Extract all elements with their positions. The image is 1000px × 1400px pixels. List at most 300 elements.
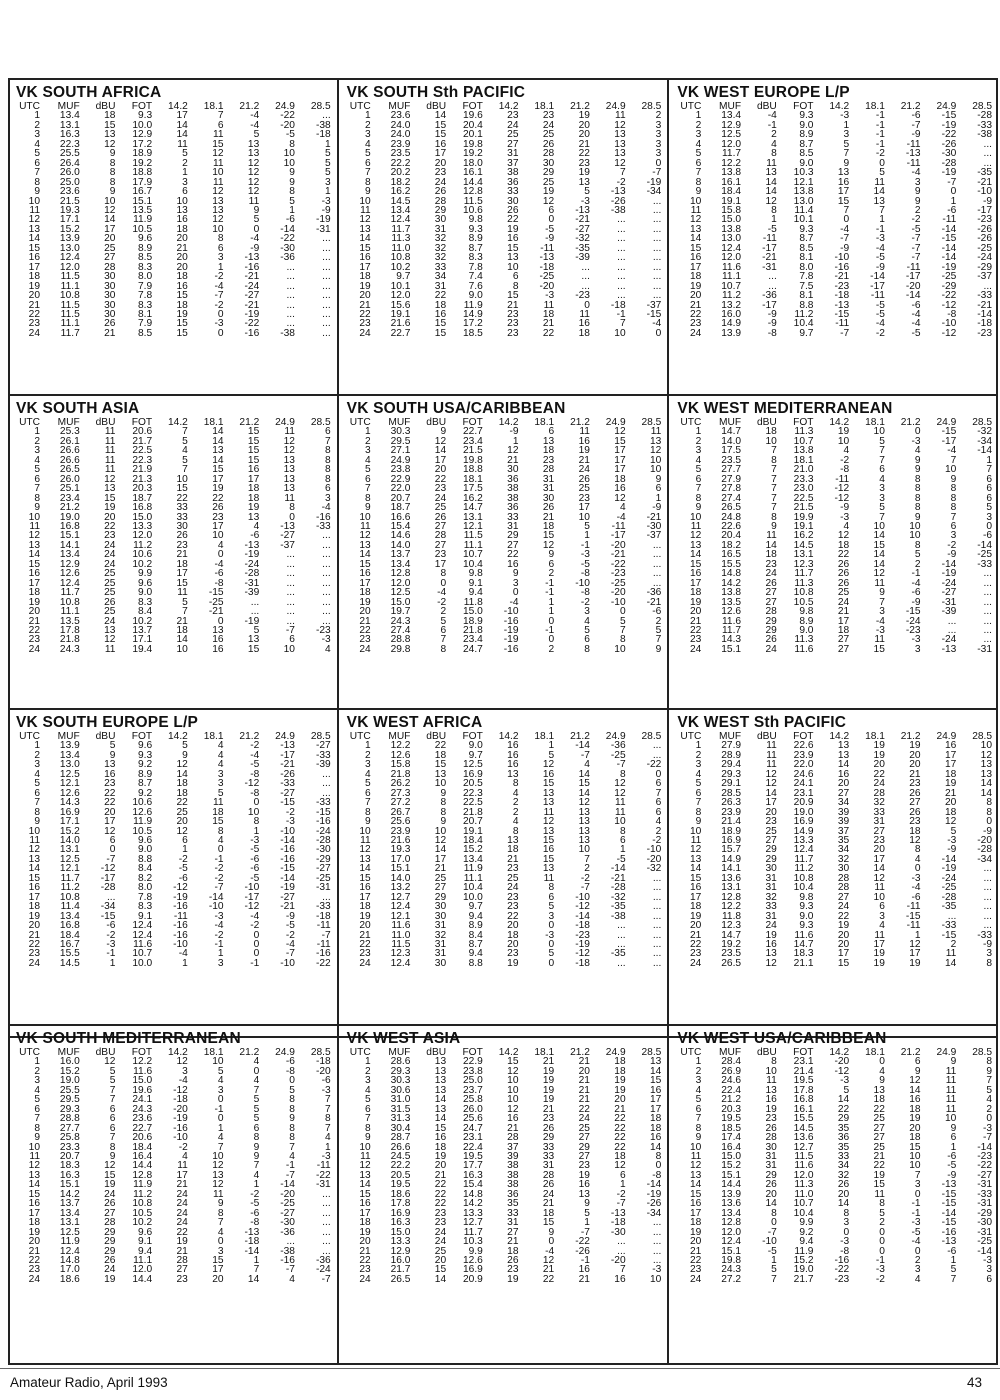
table-cell: -4	[545, 1245, 555, 1257]
table-cell: 3	[584, 606, 590, 618]
column-header: 24.9	[605, 101, 626, 112]
table-cell: 7	[771, 492, 777, 504]
table-cell: -14	[977, 1245, 993, 1257]
table-cell: 9.0	[799, 119, 814, 131]
table-cell: 5	[34, 148, 40, 160]
table-cell: 0	[986, 816, 993, 828]
table-cell: 20	[837, 938, 850, 950]
table-cell: ...	[652, 549, 662, 561]
table-cell: 12.6	[59, 787, 80, 799]
table-cell: 11.3	[391, 233, 411, 245]
table-cell: 7	[986, 464, 993, 476]
table-cell: -4	[947, 445, 957, 457]
table-cell: -5	[616, 853, 626, 865]
table-cell: -31	[315, 1179, 331, 1191]
table-cell: 14	[578, 768, 590, 780]
table-cell: 10.4	[462, 882, 483, 894]
table-cell: 12.2	[721, 901, 742, 913]
table-cell: 23	[434, 1217, 447, 1229]
table-cell: -6	[285, 1056, 295, 1068]
table-cell: 20.2	[390, 167, 411, 179]
table-cell: 12.0	[721, 138, 742, 150]
table-cell: 14.1	[721, 863, 742, 875]
table-cell: 12.5	[721, 129, 742, 141]
table-cell: -11	[316, 920, 331, 932]
table-cell: -7	[840, 327, 850, 339]
table-cell: 7.9	[137, 280, 153, 292]
table-cell: 4	[289, 1150, 295, 1162]
table-cell: 20	[765, 806, 777, 818]
table-cell: -10	[503, 606, 519, 618]
table-cell: 17	[873, 938, 885, 950]
table-cell: -6	[652, 606, 662, 618]
table-cell: 10	[283, 157, 295, 169]
table-cell: -25	[977, 242, 993, 254]
table-cell: 21.7	[390, 1264, 411, 1276]
table-cell: 12.4	[59, 1245, 80, 1257]
table-cell: 20	[837, 1188, 850, 1200]
table-cell: 19	[873, 749, 885, 761]
table-cell: 10	[283, 148, 295, 160]
table-cell: -13	[610, 1207, 626, 1219]
table-cell: -21	[280, 901, 295, 913]
table-cell: ...	[983, 568, 993, 580]
table-cell: ...	[322, 596, 331, 608]
table-cell: 16	[578, 435, 590, 447]
table-cell: 17	[434, 853, 447, 865]
table-cell: 3	[950, 530, 957, 542]
table-cell: 7	[365, 167, 371, 179]
table-cell: 9.2	[137, 759, 153, 771]
table-cell: -5	[250, 872, 260, 884]
table-cell: 22	[176, 1226, 188, 1238]
table-cell: 17	[765, 797, 777, 809]
table-cell: 11.5	[60, 299, 80, 311]
table-cell: 13	[247, 511, 260, 523]
table-cell: 17.2	[132, 138, 153, 150]
table-cell: -6	[911, 299, 921, 311]
column-header: 21.2	[570, 731, 590, 742]
table-cell: 11	[945, 948, 957, 960]
table-cell: -1	[767, 119, 777, 131]
table-cell: 18	[212, 806, 224, 818]
table-cell: 8	[34, 1122, 40, 1134]
table-cell: -12	[173, 882, 188, 894]
table-cell: 23.4	[462, 634, 483, 646]
table-cell: 16	[359, 882, 371, 894]
table-cell: -22	[280, 110, 295, 122]
table-cell: 15.5	[793, 1113, 814, 1125]
table-cell: 34	[837, 1160, 850, 1172]
table-cell: 12	[359, 1160, 371, 1172]
table-cell: -6	[947, 204, 957, 216]
table-cell: -28	[100, 882, 116, 894]
table-cell: 8	[986, 1056, 993, 1068]
table-cell: ...	[652, 929, 662, 941]
table-cell: -8	[767, 327, 777, 339]
table-cell: 21	[434, 1169, 447, 1181]
table-cell: 16	[690, 568, 702, 580]
table-cell: -15	[941, 929, 957, 941]
table-cell: 27	[837, 634, 850, 646]
table-cell: 28	[765, 606, 777, 618]
table-cell: 14.3	[59, 797, 80, 809]
table-cell: 12.4	[390, 957, 411, 969]
table-cell: 0	[217, 1236, 224, 1248]
table-cell: -1	[875, 138, 885, 150]
table-cell: 10.2	[132, 615, 153, 627]
table-cell: 39	[837, 806, 850, 818]
table-cell: 10	[690, 1141, 702, 1153]
table-cell: 13.7	[390, 549, 411, 561]
column-header: 28.5	[310, 731, 331, 742]
table-cell: -36	[646, 587, 662, 599]
table-cell: 13.7	[59, 1198, 80, 1210]
table-cell: 12.8	[132, 1169, 153, 1181]
table-cell: 20	[104, 233, 116, 245]
table-cell: -7	[911, 242, 921, 254]
table-cell: 23	[359, 634, 371, 646]
table-cell: 17.5	[462, 483, 483, 495]
table-cell: 17.1	[132, 634, 153, 646]
table-cell: 15.2	[59, 1065, 80, 1077]
table-cell: ...	[581, 280, 590, 292]
table-cell: 5	[182, 740, 188, 752]
table-cell: 24.8	[721, 511, 742, 523]
table-cell: 22	[28, 624, 40, 636]
table-cell: 24	[434, 1226, 447, 1238]
table-cell: 2	[655, 615, 662, 627]
table-cell: 11.4	[794, 204, 814, 216]
table-cell: -26	[575, 1245, 590, 1257]
table-cell: 15	[434, 759, 447, 771]
table-cell: 19	[542, 1084, 555, 1096]
table-cell: 7.8	[799, 271, 814, 283]
table-cell: 22	[690, 624, 702, 636]
table-cell: 1	[253, 825, 260, 837]
table-cell: -7	[911, 252, 921, 264]
table-cell: ...	[286, 549, 295, 561]
table-cell: 20	[359, 1236, 371, 1248]
table-cell: 14.4	[462, 176, 483, 188]
table-cell: -39	[244, 587, 260, 599]
table-cell: ...	[286, 318, 295, 330]
table-cell: -15	[100, 910, 116, 922]
table-cell: 13.0	[59, 242, 80, 254]
table-cell: 20	[690, 1236, 702, 1248]
table-cell: 16.9	[721, 834, 742, 846]
column-header: UTC	[19, 731, 40, 742]
table-cell: 4	[365, 1084, 371, 1096]
table-cell: -28	[315, 834, 331, 846]
table-cell: 15	[434, 1264, 447, 1276]
table-cell: -4	[178, 948, 188, 960]
table-cell: 24	[873, 778, 885, 790]
table-cell: 33	[507, 186, 519, 198]
table-cell: 16	[578, 1179, 590, 1191]
table-cell: 24	[176, 1207, 188, 1219]
table-cell: 24.3	[390, 615, 411, 627]
table-cell: 21.6	[390, 834, 411, 846]
table-cell: 22	[434, 1188, 447, 1200]
table-cell: -36	[762, 290, 777, 302]
table-cell: 3	[34, 445, 40, 457]
table-cell: 23.6	[132, 1113, 153, 1125]
table-cell: -6	[250, 1207, 260, 1219]
table-cell: 11.1	[60, 606, 80, 618]
table-cell: 14.0	[59, 834, 80, 846]
table-cell: 5	[325, 148, 331, 160]
table-cell: 13	[578, 834, 590, 846]
table-cell: -16	[173, 929, 188, 941]
table-cell: 12.7	[793, 1141, 814, 1153]
table-cell: 8	[512, 825, 519, 837]
table-cell: 18	[28, 901, 40, 913]
table-cell: 24	[359, 1273, 371, 1285]
table-cell: ...	[286, 280, 295, 292]
column-header: 14.2	[168, 101, 188, 112]
table-cell: 15	[542, 853, 555, 865]
table-cell: 13	[434, 1056, 447, 1068]
table-cell: 29	[765, 615, 777, 627]
table-cell: -14	[941, 853, 957, 865]
table-cell: 23	[690, 318, 702, 330]
column-header: MUF	[388, 417, 411, 428]
table-cell: 11	[543, 299, 555, 311]
table-cell: 11	[579, 308, 590, 320]
table-cell: 24	[176, 1188, 188, 1200]
table-cell: -30	[977, 1217, 993, 1229]
table-cell: 4	[253, 1075, 260, 1087]
table-cell: -3	[947, 834, 957, 846]
column-header: MUF	[388, 731, 411, 742]
table-cell: -4	[285, 938, 295, 950]
table-cell: 9	[914, 186, 921, 198]
table-cell: 13.7	[132, 624, 153, 636]
table-cell: 23.1	[462, 1132, 483, 1144]
table-cell: 23	[359, 318, 371, 330]
table-cell: -13	[941, 1236, 957, 1248]
table-cell: 8	[914, 492, 921, 504]
table-cell: ...	[652, 1254, 662, 1266]
table-cell: 0	[253, 948, 260, 960]
table-cell: 6	[548, 204, 555, 216]
table-cell: -27	[280, 1207, 295, 1219]
table-cell: 28	[104, 261, 116, 273]
table-cell: ...	[286, 606, 295, 618]
table-cell: 7	[217, 1141, 224, 1153]
table-cell: 19.9	[793, 511, 814, 523]
table-cell: 11.1	[60, 280, 80, 292]
table-cell: 0	[986, 1113, 993, 1125]
table-cell: 11	[579, 426, 590, 438]
table-cell: 10	[507, 261, 519, 273]
table-cell: 17.7	[462, 1160, 483, 1172]
table-cell: -15	[280, 797, 295, 809]
table-cell: 12	[690, 214, 702, 226]
table-cell: 27	[507, 1226, 519, 1238]
table-cell: ...	[286, 261, 295, 273]
table-cell: 10	[359, 1141, 371, 1153]
table-cell: 18	[690, 271, 702, 283]
table-cell: 11.6	[794, 929, 814, 941]
table-cell: 12.4	[132, 929, 153, 941]
table-cell: 15.2	[793, 1254, 814, 1266]
table-cell: 6	[365, 157, 371, 169]
panel-title: VK SOUTH MEDITERRANEAN	[16, 1030, 241, 1047]
table-cell: 26	[765, 577, 777, 589]
table-cell: 18	[614, 473, 626, 485]
table-cell: 20	[909, 1122, 921, 1134]
panel-title: VK WEST MEDITERRANEAN	[677, 400, 893, 417]
table-cell: 23.8	[390, 464, 411, 476]
table-cell: 14.1	[59, 539, 80, 551]
table-cell: 13	[650, 435, 662, 447]
table-cell: ...	[652, 204, 662, 216]
table-cell: ...	[652, 957, 662, 969]
table-cell: -28	[977, 110, 993, 122]
table-cell: 11	[945, 1084, 957, 1096]
table-cell: -21	[646, 596, 662, 608]
table-cell: 14	[873, 186, 885, 198]
table-cell: 11	[212, 797, 224, 809]
table-cell: 23	[212, 511, 224, 523]
column-header: 28.5	[972, 731, 993, 742]
table-cell: 9.6	[137, 233, 153, 245]
table-cell: 8.9	[468, 920, 483, 932]
table-cell: 9	[253, 1150, 260, 1162]
table-cell: 9	[986, 1065, 993, 1077]
table-cell: 15	[690, 1188, 702, 1200]
table-cell: -22	[280, 233, 295, 245]
propagation-table	[347, 102, 662, 338]
table-cell: 31	[434, 948, 447, 960]
table-cell: 3	[986, 1264, 993, 1276]
table-cell: 13.8	[793, 186, 814, 198]
table-cell: 15	[578, 778, 590, 790]
table-cell: 10	[873, 891, 885, 903]
table-cell: 2	[950, 938, 957, 950]
table-cell: 31	[434, 223, 447, 235]
table-cell: 3	[217, 768, 224, 780]
table-cell: 16.0	[721, 308, 742, 320]
table-cell: 15.1	[132, 195, 153, 207]
table-cell: 19	[247, 502, 260, 514]
table-cell: -13	[244, 539, 260, 551]
table-cell: 19.5	[793, 1075, 814, 1087]
table-cell: 34	[837, 844, 850, 856]
table-cell: -23	[315, 624, 331, 636]
table-cell: 18.2	[721, 539, 742, 551]
table-cell: 20.6	[132, 1132, 153, 1144]
table-cell: 13	[283, 454, 295, 466]
table-cell: 12.0	[132, 1264, 153, 1276]
table-cell: 4	[217, 749, 224, 761]
table-cell: -21	[610, 872, 626, 884]
table-cell: 3	[695, 129, 702, 141]
table-cell: -35	[610, 901, 626, 913]
table-cell: 26.9	[721, 1065, 742, 1077]
table-cell: 14.4	[132, 1273, 153, 1285]
column-header: 18.1	[534, 417, 555, 428]
table-cell: 14	[104, 214, 116, 226]
table-cell: 19	[578, 1169, 590, 1181]
table-cell: 13	[247, 148, 260, 160]
table-cell: 22.6	[793, 740, 814, 752]
table-cell: 13.3	[462, 1207, 483, 1219]
table-cell: 30.4	[390, 1122, 411, 1134]
table-cell: 31	[765, 882, 777, 894]
table-cell: 23	[690, 634, 702, 646]
table-cell: 16	[434, 308, 447, 320]
table-cell: 1	[34, 110, 40, 122]
table-cell: 13.1	[59, 844, 80, 856]
table-cell: 20	[104, 806, 116, 818]
table-cell: 3	[914, 176, 921, 188]
table-cell: 26.5	[721, 957, 742, 969]
table-cell: 22.5	[132, 445, 153, 457]
table-cell: 31	[765, 910, 777, 922]
table-cell: 8.9	[137, 768, 153, 780]
table-cell: 6	[182, 834, 188, 846]
table-cell: 23	[176, 1273, 188, 1285]
table-cell: -22	[315, 1169, 331, 1181]
table-cell: 11	[29, 1150, 40, 1162]
table-cell: 22	[28, 938, 40, 950]
table-cell: -29	[315, 853, 331, 865]
table-cell: ...	[983, 634, 993, 646]
table-cell: 14	[212, 426, 224, 438]
table-cell: 24	[359, 957, 371, 969]
table-cell: -22	[646, 759, 662, 771]
table-cell: 12	[690, 1160, 702, 1172]
table-cell: 25.6	[462, 1113, 483, 1125]
table-cell: -4	[911, 167, 921, 179]
table-cell: 11	[212, 176, 224, 188]
table-cell: 18	[359, 587, 371, 599]
table-cell: 1	[365, 740, 371, 752]
table-cell: 15.2	[462, 844, 483, 856]
table-cell: 19.5	[721, 1113, 742, 1125]
table-cell: 27	[765, 587, 777, 599]
table-cell: 0	[879, 1056, 885, 1068]
table-cell: 8	[109, 157, 116, 169]
table-cell: 23.5	[721, 948, 742, 960]
table-cell: 26.6	[59, 445, 80, 457]
table-cell: -16	[244, 327, 260, 339]
table-cell: 11.7	[722, 624, 742, 636]
table-cell: 1	[548, 596, 555, 608]
table-cell: 18	[944, 768, 957, 780]
column-header: 24.9	[605, 1047, 626, 1058]
table-cell: 10	[837, 435, 850, 447]
table-cell: 24	[104, 1188, 116, 1200]
table-cell: 23	[28, 948, 40, 960]
table-cell: 9	[289, 176, 295, 188]
table-cell: 23	[434, 1207, 447, 1219]
table-cell: 19	[690, 910, 702, 922]
column-header: 18.1	[203, 101, 224, 112]
table-cell: 23	[909, 816, 921, 828]
table-cell: 9	[440, 816, 447, 828]
table-cell: 13	[247, 634, 260, 646]
table-cell: 5	[879, 502, 885, 514]
table-cell: 23	[765, 558, 777, 570]
table-cell: 9.3	[799, 901, 814, 913]
table-cell: 19	[873, 948, 885, 960]
table-cell: 11.1	[60, 318, 80, 330]
table-cell: 0	[914, 863, 921, 875]
